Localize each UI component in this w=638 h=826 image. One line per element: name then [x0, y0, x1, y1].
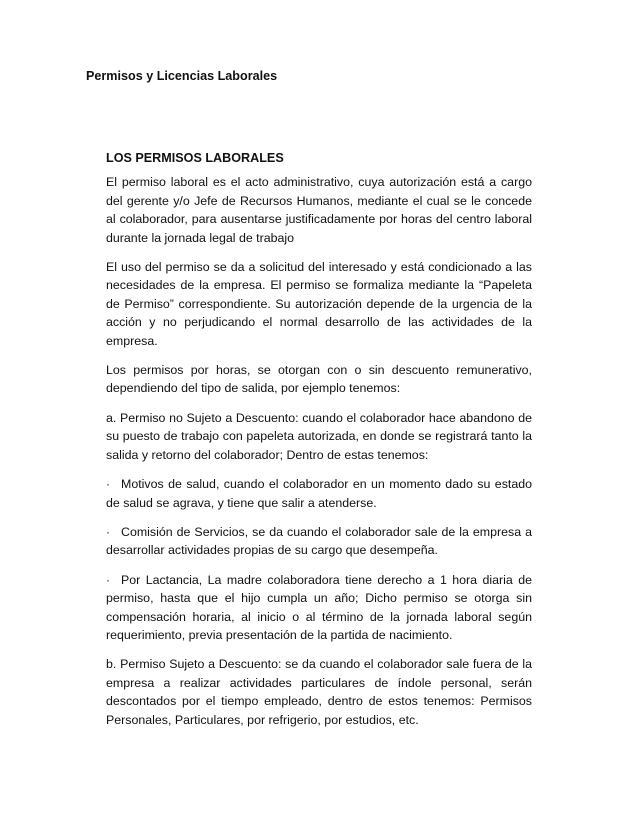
paragraph-with-discount: b. Permiso Sujeto a Descuento: se da cuando el colaborador sale fuera de la empresa a realizar actividades particulares de índole personal, serán descontados por el tiempo empleado, dentro de estos tenemos: Permisos Personales, Particulares, por refrigerio, por estudios, etc. — [106, 657, 532, 727]
bullet-mark: · — [106, 524, 110, 539]
bullet-text: Por Lactancia, La madre colaboradora tiene derecho a 1 hora diaria de permiso, hasta que el hijo cumpla un año; Dicho permiso se otorga sin compensación horaria, al inicio o al término de la jornada laboral según requerimiento, previa presentación de la partida de nacimiento. — [106, 572, 532, 642]
document-body — [106, 149, 532, 740]
paragraph-no-discount: a. Permiso no Sujeto a Descuento: cuando el colaborador hace abandono de su puesto de trabajo con papeleta autorizada, en donde se registrará tanto la salida y retorno del colaborador; Dentro de estas tenemos: — [106, 410, 532, 462]
bullet-item-health — [106, 475, 532, 512]
paragraph-usage: El uso del permiso se da a solicitud del interesado y está condicionado a las necesidades de la empresa. El permiso se formaliza mediante la “Papeleta de Permiso” correspondiente. Su autorización depende de la urgencia de la acción y no perjudicando el normal desarrollo de las actividades de la empresa. — [106, 260, 532, 348]
bullet-text: Motivos de salud, cuando el colaborador en un momento dado su estado de salud se agrava, y tiene que salir a atenderse. — [106, 477, 532, 510]
paragraph-hourly-permits: Los permisos por horas, se otorgan con o sin descuento remunerativo, dependiendo del tipo de salida, por ejemplo tenemos: — [106, 363, 532, 396]
bullet-item-commission — [106, 523, 532, 560]
bullet-item-lactation — [106, 571, 532, 645]
page-title: Permisos y Licencias Laborales — [86, 69, 278, 83]
bullet-mark: · — [106, 477, 110, 492]
paragraph-definition: El permiso laboral es el acto administrativo, cuya autorización está a cargo del gerente y/o Jefe de Recursos Humanos, mediante el cual se le concede al colaborador, para ausentarse justificadamente por horas del centro laboral durante la jornada legal de trabajo — [106, 175, 532, 245]
bullet-text: Comisión de Servicios, se da cuando el colaborador sale de la empresa a desarrollar actividades propias de su cargo que desempeña. — [106, 524, 532, 558]
bullet-mark: · — [106, 572, 110, 587]
section-heading: LOS PERMISOS LABORALES — [106, 151, 284, 165]
